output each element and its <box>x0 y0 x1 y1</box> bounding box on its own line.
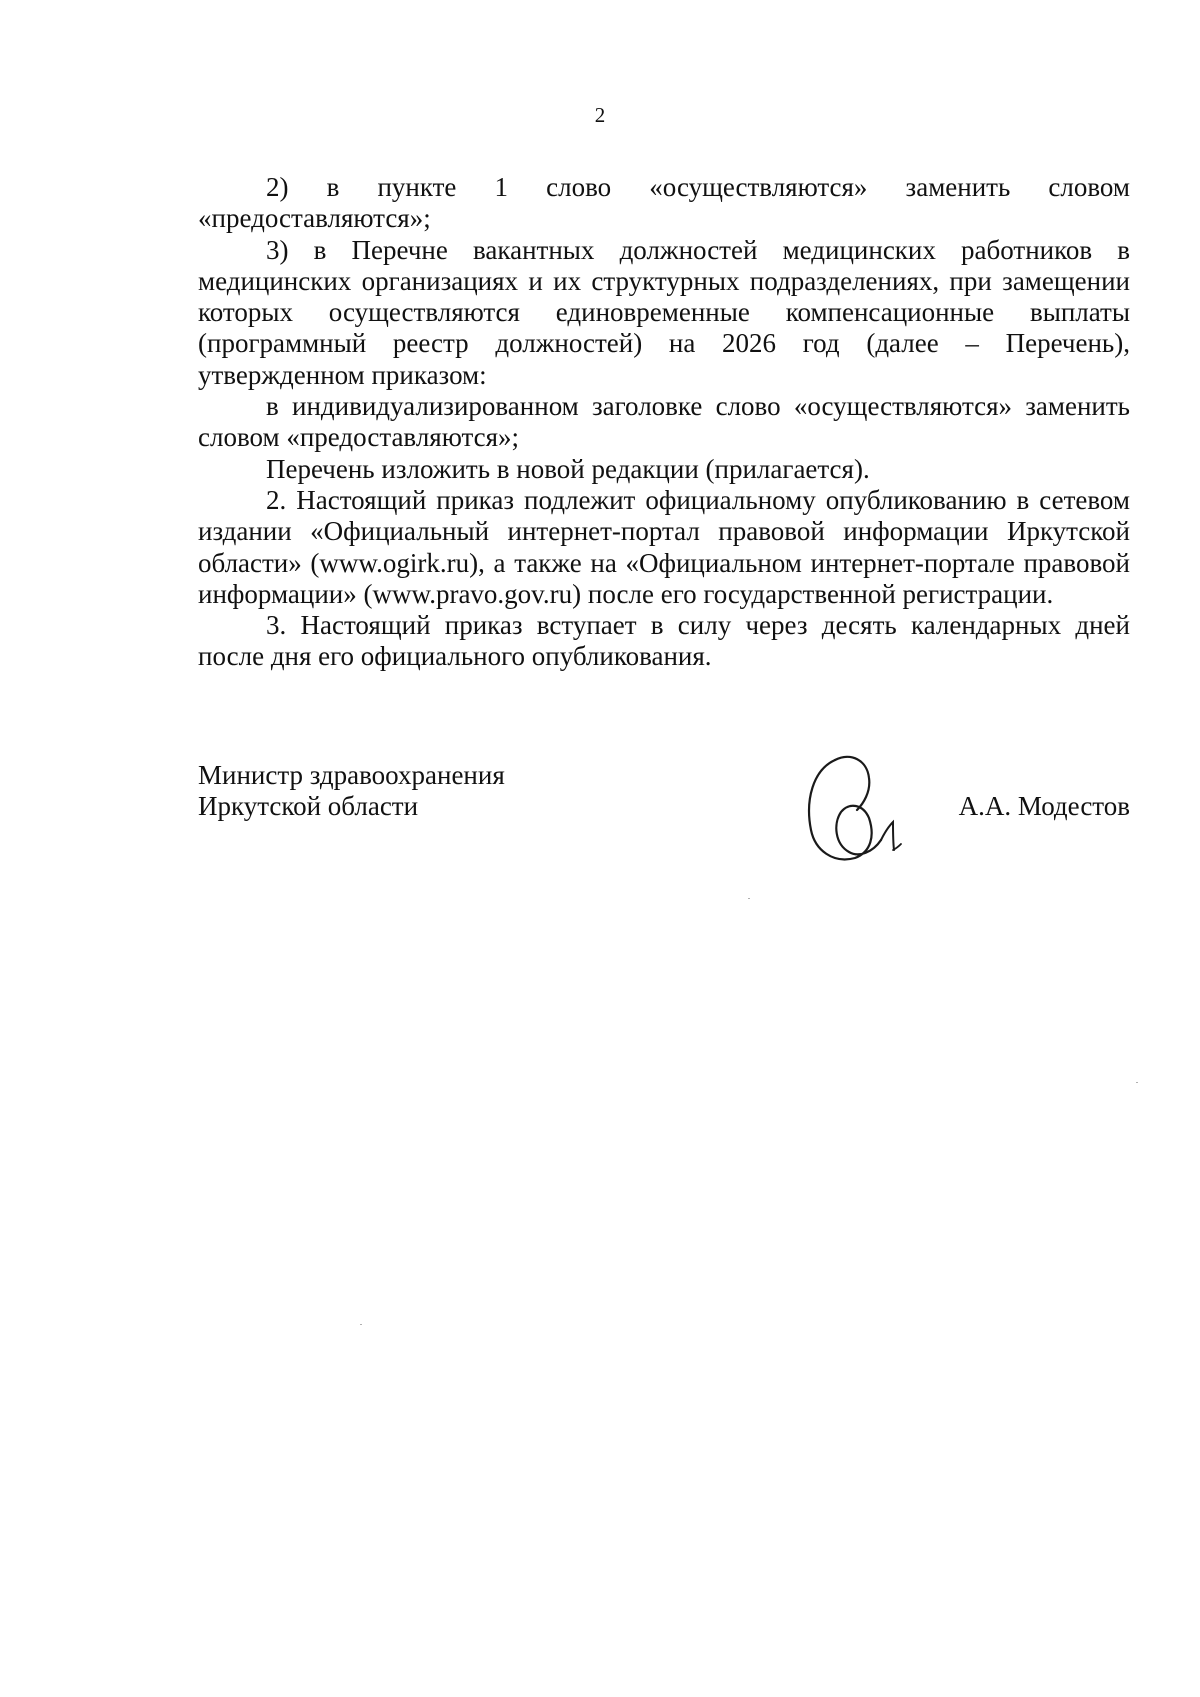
scan-speck <box>1136 1082 1138 1083</box>
scan-speck <box>748 898 750 899</box>
signatory-title-line-1: Министр здравоохранения <box>198 760 505 790</box>
paragraph-heading-change: в индивидуализированном заголовке слово «осуществляются» заменить словом «предоставляются»; <box>198 391 1130 453</box>
paragraph-item-3: 3) в Перечне вакантных должностей медицинских работников в медицинских организациях и их структурных подразделениях, при замещении которых осуществляются единовременные компенсационные выплаты (программный реестр должностей) на 2026 год (далее – Перечень), утвержденном приказом: <box>198 234 1130 390</box>
page-number: 2 <box>594 103 606 127</box>
signature-block <box>198 760 1130 890</box>
signatory-title <box>198 760 598 823</box>
scan-speck <box>360 1324 362 1325</box>
signatory-title-line-2: Иркутской области <box>198 791 419 822</box>
paragraph-list-new-edition: Перечень изложить в новой редакции (прилагается). <box>266 453 870 484</box>
handwritten-signature <box>793 752 903 872</box>
paragraph-item-2: 2) в пункте 1 слово «осуществляются» заменить словом «предоставляются»; <box>198 172 1130 234</box>
signatory-name: А.А. Модестов <box>958 791 1130 821</box>
paragraph-section-3: 3. Настоящий приказ вступает в силу через десять календарных дней после дня его официального опубликования. <box>198 610 1130 672</box>
paragraph-section-2: 2. Настоящий приказ подлежит официальному опубликованию в сетевом издании «Официальный интернет-портал правовой информации Иркутской области» (www.ogirk.ru), а также на «Официальном интернет-портале правовой информации» (www.pravo.gov.ru) после его государственной регистрации. <box>198 484 1130 609</box>
document-body <box>198 172 1130 673</box>
